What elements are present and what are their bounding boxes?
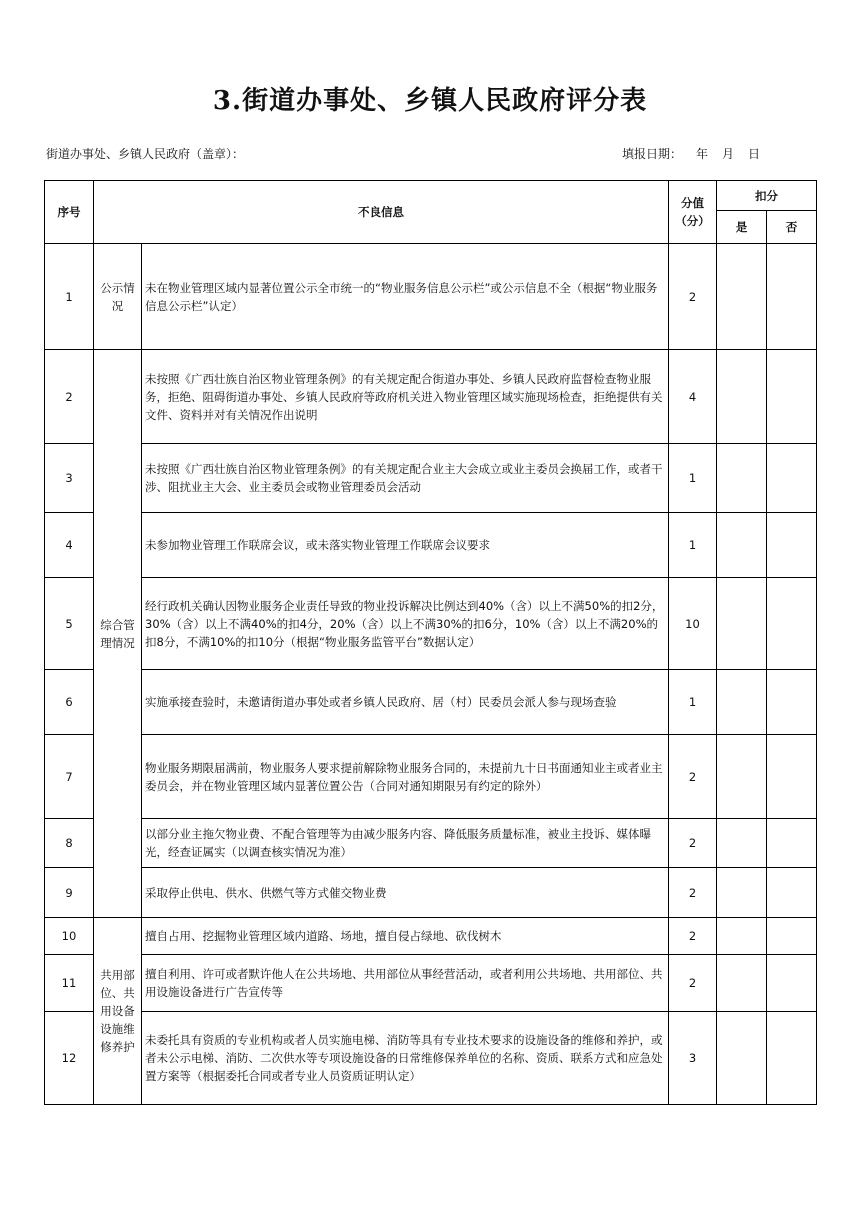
table-row [45,735,817,819]
category-cell: 共用部位、共用设备设施维修养护 [94,918,142,1105]
table-row [45,955,817,1012]
deduct-yes-cell[interactable] [717,513,767,578]
date-year: 年 [696,147,709,161]
row-number: 2 [45,350,94,444]
row-number: 7 [45,735,94,819]
table-row [45,670,817,735]
row-description: 未参加物业管理工作联席会议，或未落实物业管理工作联席会议要求 [142,513,669,578]
table-row [45,578,817,670]
deduct-no-cell[interactable] [767,578,817,670]
row-number: 9 [45,868,94,918]
date-label: 填报日期： [622,147,683,161]
deduct-yes-cell[interactable] [717,955,767,1012]
deduct-yes-cell[interactable] [717,1012,767,1105]
header-row [45,181,817,211]
row-number: 4 [45,513,94,578]
deduct-no-cell[interactable] [767,735,817,819]
category-cell: 综合管理情况 [94,350,142,918]
deduct-no-cell[interactable] [767,918,817,955]
row-description: 未委托具有资质的专业机构或者人员实施电梯、消防等具有专业技术要求的设施设备的维修和养护，或者未公示电梯、消防、二次供水等专项设施设备的日常维修保养单位的名称、资质、联系方式和应急处置方案等（根据委托合同或者专业人员资质证明认定） [142,1012,669,1105]
deduct-yes-cell[interactable] [717,918,767,955]
col-seq-header: 序号 [45,181,94,244]
row-score: 4 [669,350,717,444]
row-description: 经行政机关确认因物业服务企业责任导致的物业投诉解决比例达到40%（含）以上不满50%的扣2分，30%（含）以上不满40%的扣4分，20%（含）以上不满30%的扣6分，10%（含）以上不满20%的扣8分，不满10%的扣10分（根据“物业服务监管平台”数据认定） [142,578,669,670]
row-score: 2 [669,955,717,1012]
row-score: 3 [669,1012,717,1105]
date-line [622,145,760,162]
row-description: 擅自利用、许可或者默许他人在公共场地、共用部位从事经营活动，或者利用公共场地、共用部位、共用设施设备进行广告宣传等 [142,955,669,1012]
row-description: 采取停止供电、供水、供燃气等方式催交物业费 [142,868,669,918]
col-info-header: 不良信息 [94,181,669,244]
deduct-no-cell[interactable] [767,819,817,868]
row-description: 未按照《广西壮族自治区物业管理条例》的有关规定配合业主大会成立或业主委员会换届工作，或者干涉、阻扰业主大会、业主委员会或物业管理委员会活动 [142,444,669,513]
col-no-header: 否 [767,211,817,244]
row-number: 11 [45,955,94,1012]
deduct-yes-cell[interactable] [717,350,767,444]
table-row [45,868,817,918]
row-score: 1 [669,670,717,735]
row-number: 3 [45,444,94,513]
table-row [45,918,817,955]
row-description: 实施承接查验时，未邀请街道办事处或者乡镇人民政府、居（村）民委员会派人参与现场查验 [142,670,669,735]
row-number: 12 [45,1012,94,1105]
deduct-no-cell[interactable] [767,513,817,578]
row-description: 以部分业主拖欠物业费、不配合管理等为由减少服务内容、降低服务质量标准，被业主投诉、媒体曝光，经查证属实（以调查核实情况为准） [142,819,669,868]
row-score: 2 [669,819,717,868]
row-score: 10 [669,578,717,670]
col-score-header: 分值（分） [669,181,717,244]
row-score: 1 [669,513,717,578]
row-number: 6 [45,670,94,735]
row-description: 未在物业管理区域内显著位置公示全市统一的“物业服务信息公示栏”或公示信息不全（根据“物业服务信息公示栏”认定） [142,244,669,350]
col-deduct-header: 扣分 [717,181,817,211]
score-table [44,180,817,1105]
row-number: 10 [45,918,94,955]
row-number: 5 [45,578,94,670]
table-row [45,819,817,868]
deduct-yes-cell[interactable] [717,868,767,918]
deduct-no-cell[interactable] [767,444,817,513]
deduct-no-cell[interactable] [767,244,817,350]
date-day: 日 [748,147,761,161]
deduct-yes-cell[interactable] [717,444,767,513]
row-score: 2 [669,244,717,350]
deduct-no-cell[interactable] [767,350,817,444]
row-score: 2 [669,918,717,955]
row-number: 1 [45,244,94,350]
row-score: 1 [669,444,717,513]
table-row [45,513,817,578]
deduct-yes-cell[interactable] [717,578,767,670]
table-row [45,244,817,350]
deduct-yes-cell[interactable] [717,670,767,735]
table-row [45,350,817,444]
deduct-yes-cell[interactable] [717,735,767,819]
row-number: 8 [45,819,94,868]
table-row [45,444,817,513]
row-score: 2 [669,868,717,918]
deduct-no-cell[interactable] [767,955,817,1012]
page-title: 3.街道办事处、乡镇人民政府评分表 [212,86,648,116]
deduct-no-cell[interactable] [767,868,817,918]
row-description: 物业服务期限届满前，物业服务人要求提前解除物业服务合同的，未提前九十日书面通知业主或者业主委员会，并在物业管理区域内显著位置公告（合同对通知期限另有约定的除外） [142,735,669,819]
table-row [45,1012,817,1105]
date-month: 月 [722,147,735,161]
deduct-no-cell[interactable] [767,670,817,735]
col-yes-header: 是 [717,211,767,244]
row-score: 2 [669,735,717,819]
deduct-yes-cell[interactable] [717,819,767,868]
row-description: 未按照《广西壮族自治区物业管理条例》的有关规定配合街道办事处、乡镇人民政府监督检查物业服务，拒绝、阻碍街道办事处、乡镇人民政府等政府机关进入物业管理区域实施现场检查，拒绝提供有关文件、资料并对有关情况作出说明 [142,350,669,444]
deduct-yes-cell[interactable] [717,244,767,350]
deduct-no-cell[interactable] [767,1012,817,1105]
row-description: 擅自占用、挖掘物业管理区域内道路、场地，擅自侵占绿地、砍伐树木 [142,918,669,955]
org-label: 街道办事处、乡镇人民政府（盖章）： [46,147,245,161]
category-cell: 公示情况 [94,244,142,350]
